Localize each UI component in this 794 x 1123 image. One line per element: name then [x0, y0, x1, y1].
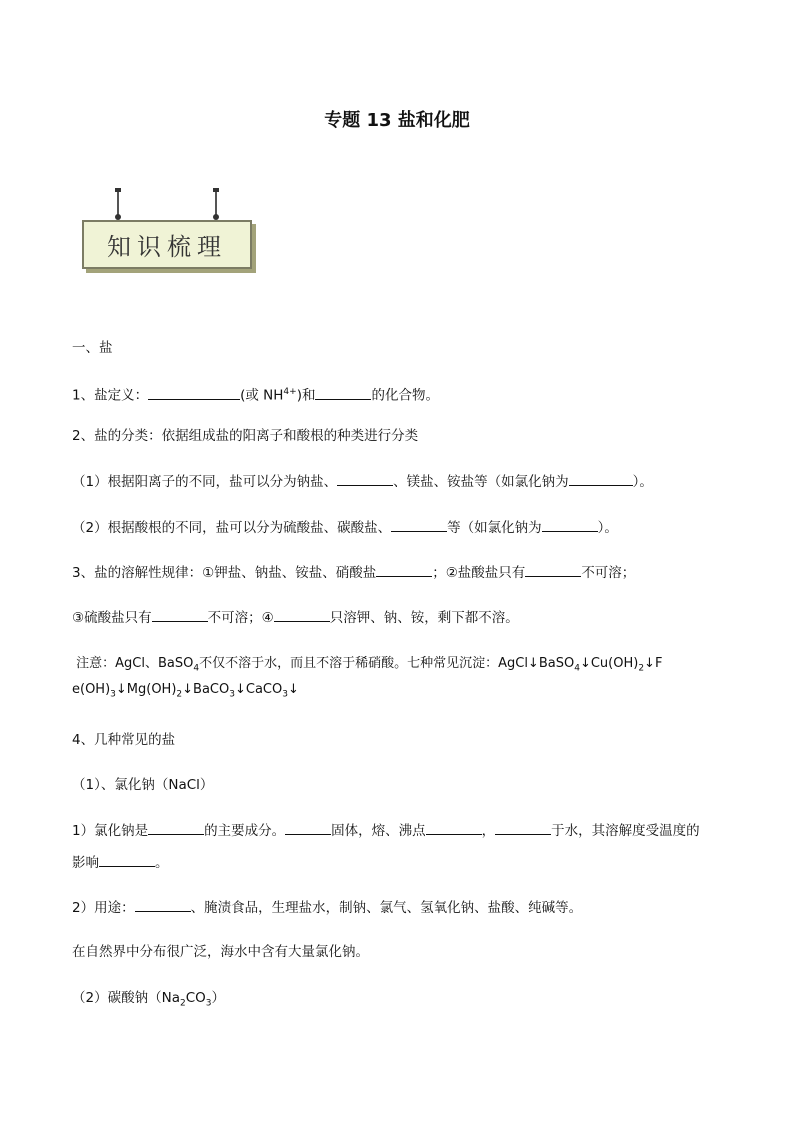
line-solubility-2: ③硫酸盐只有 不可溶；④ 只溶钾、钠、铵，剩下都不溶。 [72, 607, 732, 628]
hanger-right [215, 190, 217, 217]
nacl-property-line: 1）氯化钠是 的主要成分。 固体，熔、沸点 ， 于水，其溶解度受温度的 [72, 820, 732, 841]
na2co3-heading: （2）碳酸钠$(Na_2CO_3)$ [72, 990, 225, 1009]
nacl-property-line-2: 影响 。 [72, 852, 732, 873]
line-cation-class: （1）根据阳离子的不同，盐可以分为钠盐、 、镁盐、铵盐等（如氯化钠为 ）。 [72, 471, 732, 492]
blank [315, 385, 371, 400]
blank [99, 852, 155, 867]
nacl-uses: 2）用途： 、腌渍食品，生理盐水，制钠、氯气、氢氧化钠、盐酸、纯碱等。 [72, 897, 732, 918]
line-classification: 2、盐的分类：依据组成盐的阳离子和酸根的种类进行分类 [72, 428, 419, 444]
blank [274, 607, 330, 622]
line-solubility-1: 3、盐的溶解性规律：①钾盐、钠盐、铵盐、硝酸盐 ；②盐酸盐只有 不可溶； [72, 562, 732, 583]
line-anion-class: （2）根据酸根的不同，盐可以分为硫酸盐、碳酸盐、 等（如氯化钠为 ）。 [72, 517, 732, 538]
blank [391, 517, 447, 532]
common-salts-heading: 4、几种常见的盐 [72, 732, 176, 748]
knowledge-badge [80, 190, 260, 272]
note-line-2: $e(OH)_3↓Mg(OH)_2↓BaCO_3↓CaCO_3↓$ [72, 682, 299, 700]
blank [525, 562, 581, 577]
blank [569, 471, 633, 486]
nacl-occurrence: 在自然界中分布很广泛，海水中含有大量氯化钠。 [72, 944, 369, 960]
nacl-heading: （1）、氯化钠（NaCl） [72, 777, 214, 793]
blank [542, 517, 598, 532]
line-salt-definition: 1、盐定义： (或 $NH^{4+}$)和 的化合物。 [72, 382, 732, 406]
blank [495, 820, 551, 835]
blank [285, 820, 331, 835]
blank [152, 607, 208, 622]
badge-board [82, 220, 252, 269]
blank [148, 820, 204, 835]
page-title: 专题 13 盐和化肥 [324, 110, 470, 131]
blank [376, 562, 432, 577]
note-line-1: 注意：AgCl、BaSO$_4$不仅不溶于水，而且不溶于稀硝酸。七种常见沉淀：$AgCl↓BaSO_4↓Cu(OH)_2↓F$ [76, 656, 663, 674]
blank [337, 471, 393, 486]
hanger-left [117, 190, 119, 217]
blank [148, 385, 240, 400]
blank [426, 820, 482, 835]
blank [135, 897, 191, 912]
section-heading: 一、盐 [72, 340, 113, 356]
badge-label: 知识梳理 [107, 233, 227, 261]
